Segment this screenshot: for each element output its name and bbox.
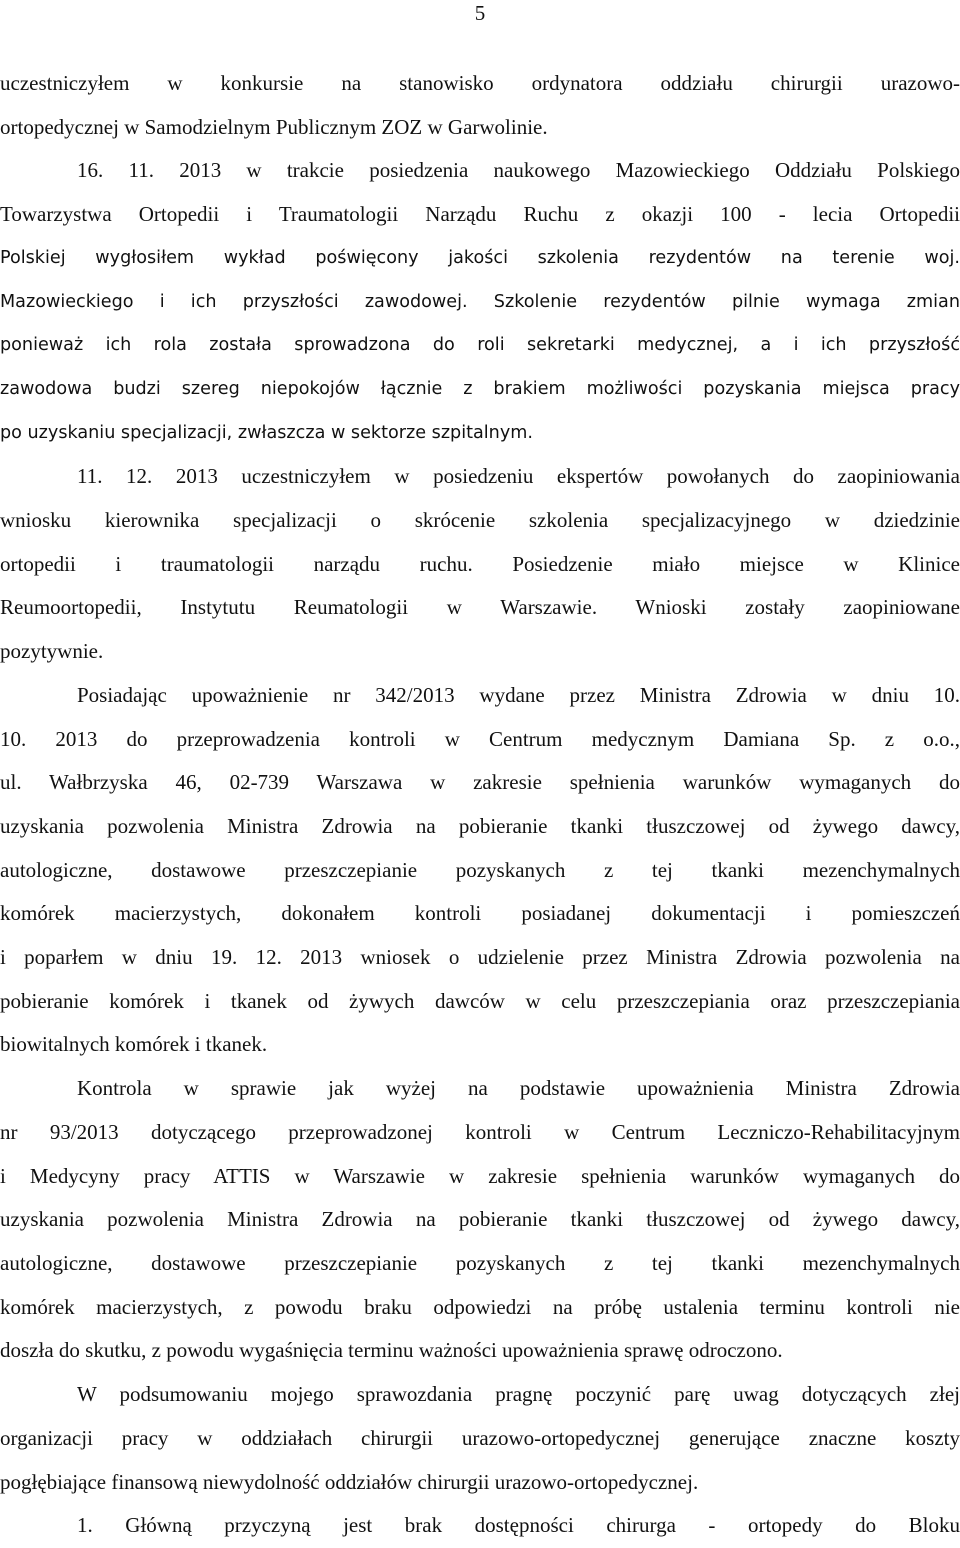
paragraph-punkt-1 xyxy=(0,1504,960,1548)
text-line: ortopedii i traumatologii narządu ruchu. Posiedzenie miało miejsce w Klinice xyxy=(0,551,960,576)
text-line: nr 93/2013 dotyczącego przeprowadzonej kontroli w Centrum Leczniczo-Rehabilitacyjnym xyxy=(0,1119,960,1144)
text-line: biowitalnych komórek i tkanek. xyxy=(0,1032,268,1057)
text-line: W podsumowaniu mojego sprawozdania pragnę poczynić parę uwag dotyczących złej xyxy=(77,1382,960,1407)
text-line: Reumoortopedii, Instytutu Reumatologii w Warszawie. Wnioski zostały zaopiniowane xyxy=(0,595,960,620)
text-line: komórek macierzystych, dokonałem kontroli posiadanej dokumentacji i pomieszczeń xyxy=(0,901,960,926)
text-line: 10. 2013 do przeprowadzenia kontroli w Centrum medycznym Damiana Sp. z o.o., xyxy=(0,726,960,751)
paragraph-kontrola-attis xyxy=(0,1067,960,1373)
text-line: Towarzystwa Ortopedii i Traumatologii Narządu Ruchu z okazji 100 - lecia Ortopedii xyxy=(0,202,960,227)
text-line: Mazowieckiego i ich przyszłości zawodowej. Szkolenie rezydentów pilnie wymaga zmian xyxy=(0,291,960,312)
text-line: 16. 11. 2013 w trakcie posiedzenia naukowego Mazowieckiego Oddziału Polskiego xyxy=(77,158,960,183)
text-line: pobieranie komórek i tkanek od żywych dawców w celu przeszczepiania oraz przeszczepiania xyxy=(0,988,960,1013)
text-line: ortopedycznej w Samodzielnym Publicznym ZOZ w Garwolinie. xyxy=(0,114,548,139)
document-body xyxy=(0,62,960,1548)
text-line: doszła do skutku, z powodu wygaśnięcia terminu ważności upoważnienia sprawę odroczono. xyxy=(0,1338,783,1363)
text-line: i poparłem w dniu 19. 12. 2013 wniosek o udzielenie przez Ministra Zdrowia pozwolenia na xyxy=(0,945,960,970)
page-number: 5 xyxy=(474,1,486,25)
text-line: uzyskania pozwolenia Ministra Zdrowia na pobieranie tkanki tłuszczowej od żywego dawcy, xyxy=(0,813,960,838)
text-line: po uzyskaniu specjalizacji, zwłaszcza w sektorze szpitalnym. xyxy=(0,422,533,443)
text-line: ul. Wałbrzyska 46, 02-739 Warszawa w zakresie spełnienia warunków wymaganych do xyxy=(0,770,960,795)
text-line: 1. Główną przyczyną jest brak dostępności chirurga - ortopedy do Bloku xyxy=(77,1513,960,1538)
text-line: Kontrola w sprawie jak wyżej na podstawie upoważnienia Ministra Zdrowia xyxy=(77,1076,960,1101)
text-line: uczestniczyłem w konkursie na stanowisko ordynatora oddziału chirurgii urazowo- xyxy=(0,71,960,95)
text-line: uzyskania pozwolenia Ministra Zdrowia na pobieranie tkanki tłuszczowej od żywego dawcy, xyxy=(0,1207,960,1232)
text-line: pozytywnie. xyxy=(0,639,104,664)
text-line: ponieważ ich rola została sprowadzona do roli sekretarki medycznej, a i ich przyszłość xyxy=(0,335,960,356)
text-line: Posiadając upoważnienie nr 342/2013 wydane przez Ministra Zdrowia w dniu 10. xyxy=(77,682,960,707)
text-line: i Medycyny pracy ATTIS w Warszawie w zakresie spełnienia warunków wymaganych do xyxy=(0,1163,960,1188)
text-line: organizacji pracy w oddziałach chirurgii urazowo-ortopedycznej generujące znaczne koszty xyxy=(0,1425,960,1450)
paragraph-posiedzenie-naukowe xyxy=(0,149,960,455)
paragraph-kontrola-damiana xyxy=(0,674,960,1067)
text-line: 11. 12. 2013 uczestniczyłem w posiedzeniu ekspertów powołanych do zaopiniowania xyxy=(77,464,960,489)
text-line: zawodowa budzi szereg niepokojów łącznie z brakiem możliwości pozyskania miejsca pracy xyxy=(0,378,960,399)
text-line: autologiczne, dostawowe przeszczepianie pozyskanych z tej tkanki mezenchymalnych xyxy=(0,857,960,882)
text-line: wniosku kierownika specjalizacji o skrócenie szkolenia specjalizacyjnego w dziedzinie xyxy=(0,508,960,533)
paragraph-podsumowanie xyxy=(0,1373,960,1504)
text-line: pogłębiające finansową niewydolność oddziałów chirurgii urazowo-ortopedycznej. xyxy=(0,1469,699,1494)
text-line: komórek macierzystych, z powodu braku odpowiedzi na próbę ustalenia terminu kontroli nie xyxy=(0,1294,960,1319)
paragraph-posiedzenie-ekspertow xyxy=(0,455,960,674)
text-line: autologiczne, dostawowe przeszczepianie pozyskanych z tej tkanki mezenchymalnych xyxy=(0,1250,960,1275)
paragraph-konkurs xyxy=(0,62,960,149)
text-line: Polskiej wygłosiłem wykład poświęcony jakości szkolenia rezydentów na terenie woj. xyxy=(0,247,960,268)
